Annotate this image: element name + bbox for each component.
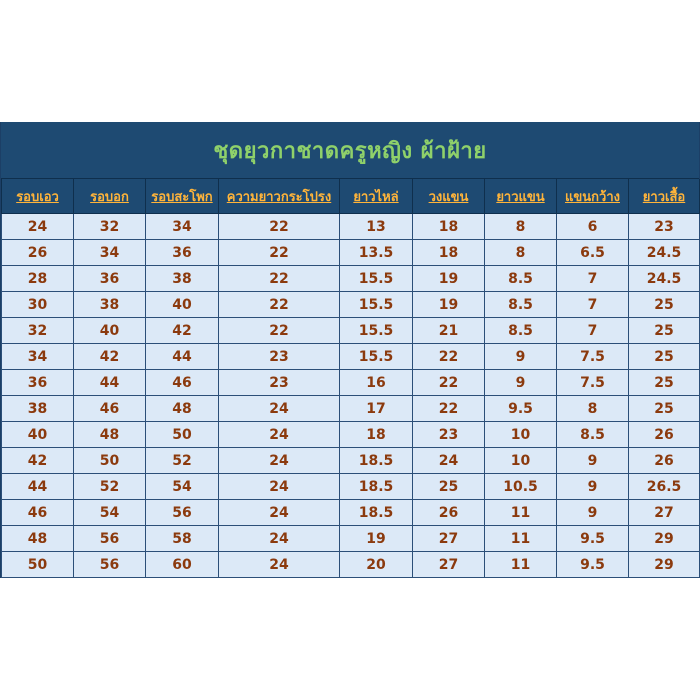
column-header: ยาวแขน	[485, 179, 557, 214]
table-row	[2, 292, 700, 318]
table-cell: 25	[629, 292, 700, 318]
table-cell: 16	[340, 370, 413, 396]
table-cell: 24	[219, 422, 340, 448]
table-cell: 18.5	[340, 500, 413, 526]
table-cell: 15.5	[340, 292, 413, 318]
table-cell: 8.5	[557, 422, 629, 448]
table-cell: 42	[146, 318, 219, 344]
table-cell: 46	[146, 370, 219, 396]
column-header: รอบสะโพก	[146, 179, 219, 214]
table-cell: 8.5	[485, 266, 557, 292]
table-cell: 13.5	[340, 240, 413, 266]
table-cell: 24	[219, 552, 340, 578]
table-row	[2, 448, 700, 474]
table-cell: 29	[629, 526, 700, 552]
table-cell: 24	[413, 448, 485, 474]
size-chart	[0, 122, 700, 578]
table-cell: 23	[219, 370, 340, 396]
table-cell: 28	[2, 266, 74, 292]
table-cell: 34	[74, 240, 146, 266]
table-cell: 6.5	[557, 240, 629, 266]
table-cell: 29	[629, 552, 700, 578]
table-cell: 20	[340, 552, 413, 578]
table-cell: 9	[485, 344, 557, 370]
table-cell: 24.5	[629, 240, 700, 266]
table-cell: 22	[219, 214, 340, 240]
table-cell: 44	[146, 344, 219, 370]
table-cell: 17	[340, 396, 413, 422]
table-cell: 44	[2, 474, 74, 500]
table-cell: 18.5	[340, 448, 413, 474]
table-row	[2, 526, 700, 552]
table-cell: 22	[219, 292, 340, 318]
table-cell: 10	[485, 448, 557, 474]
table-cell: 46	[2, 500, 74, 526]
table-cell: 52	[146, 448, 219, 474]
table-cell: 56	[146, 500, 219, 526]
table-cell: 25	[629, 396, 700, 422]
table-cell: 27	[413, 526, 485, 552]
table-cell: 25	[629, 318, 700, 344]
table-cell: 32	[74, 214, 146, 240]
table-cell: 22	[219, 240, 340, 266]
size-table	[1, 179, 700, 578]
table-cell: 7	[557, 292, 629, 318]
table-cell: 19	[340, 526, 413, 552]
column-header: ความยาวกระโปรง	[219, 179, 340, 214]
table-cell: 22	[413, 370, 485, 396]
table-cell: 50	[74, 448, 146, 474]
table-row	[2, 344, 700, 370]
table-cell: 22	[413, 344, 485, 370]
table-cell: 40	[74, 318, 146, 344]
table-cell: 36	[74, 266, 146, 292]
table-cell: 58	[146, 526, 219, 552]
table-row	[2, 214, 700, 240]
table-cell: 11	[485, 526, 557, 552]
table-cell: 15.5	[340, 344, 413, 370]
table-cell: 38	[74, 292, 146, 318]
table-cell: 24	[219, 474, 340, 500]
table-cell: 9	[557, 448, 629, 474]
table-cell: 22	[413, 396, 485, 422]
table-cell: 48	[2, 526, 74, 552]
chart-title: ชุดยุวกาชาดครูหญิง ผ้าฝ้าย	[213, 138, 487, 164]
column-header: แขนกว้าง	[557, 179, 629, 214]
table-cell: 8.5	[485, 318, 557, 344]
table-cell: 24	[219, 500, 340, 526]
table-cell: 25	[629, 344, 700, 370]
table-cell: 54	[146, 474, 219, 500]
table-row	[2, 240, 700, 266]
table-cell: 15.5	[340, 266, 413, 292]
column-header: ยาวไหล่	[340, 179, 413, 214]
table-cell: 25	[629, 370, 700, 396]
table-cell: 48	[74, 422, 146, 448]
table-cell: 18	[340, 422, 413, 448]
column-header: รอบอก	[74, 179, 146, 214]
table-cell: 26.5	[629, 474, 700, 500]
table-cell: 8	[485, 240, 557, 266]
table-cell: 38	[2, 396, 74, 422]
table-cell: 26	[629, 448, 700, 474]
table-cell: 9	[557, 500, 629, 526]
column-header: ยาวเสื้อ	[629, 179, 700, 214]
table-cell: 23	[629, 214, 700, 240]
table-cell: 8	[557, 396, 629, 422]
table-cell: 18.5	[340, 474, 413, 500]
table-cell: 9	[557, 474, 629, 500]
column-header: วงแขน	[413, 179, 485, 214]
table-cell: 7.5	[557, 344, 629, 370]
table-cell: 7	[557, 266, 629, 292]
table-cell: 7	[557, 318, 629, 344]
table-cell: 27	[629, 500, 700, 526]
table-cell: 34	[146, 214, 219, 240]
table-body	[2, 214, 700, 578]
table-cell: 8.5	[485, 292, 557, 318]
table-cell: 42	[74, 344, 146, 370]
table-cell: 22	[219, 318, 340, 344]
table-cell: 30	[2, 292, 74, 318]
table-cell: 24	[219, 396, 340, 422]
table-cell: 8	[485, 214, 557, 240]
title-bar	[1, 122, 699, 179]
table-cell: 24	[2, 214, 74, 240]
table-cell: 19	[413, 292, 485, 318]
table-cell: 48	[146, 396, 219, 422]
table-cell: 50	[146, 422, 219, 448]
column-header: รอบเอว	[2, 179, 74, 214]
table-cell: 44	[74, 370, 146, 396]
table-cell: 52	[74, 474, 146, 500]
table-cell: 46	[74, 396, 146, 422]
table-row	[2, 422, 700, 448]
table-cell: 27	[413, 552, 485, 578]
table-cell: 18	[413, 214, 485, 240]
table-cell: 50	[2, 552, 74, 578]
table-cell: 9.5	[557, 552, 629, 578]
table-cell: 36	[2, 370, 74, 396]
table-cell: 42	[2, 448, 74, 474]
table-cell: 26	[413, 500, 485, 526]
table-cell: 56	[74, 526, 146, 552]
table-cell: 40	[2, 422, 74, 448]
table-cell: 6	[557, 214, 629, 240]
table-cell: 11	[485, 552, 557, 578]
table-cell: 23	[413, 422, 485, 448]
table-row	[2, 318, 700, 344]
table-cell: 15.5	[340, 318, 413, 344]
table-cell: 7.5	[557, 370, 629, 396]
table-row	[2, 266, 700, 292]
table-cell: 40	[146, 292, 219, 318]
table-cell: 38	[146, 266, 219, 292]
table-cell: 25	[413, 474, 485, 500]
table-row	[2, 370, 700, 396]
table-cell: 36	[146, 240, 219, 266]
table-cell: 56	[74, 552, 146, 578]
table-cell: 21	[413, 318, 485, 344]
table-cell: 11	[485, 500, 557, 526]
table-cell: 23	[219, 344, 340, 370]
table-cell: 9.5	[557, 526, 629, 552]
table-cell: 10.5	[485, 474, 557, 500]
table-cell: 10	[485, 422, 557, 448]
table-cell: 13	[340, 214, 413, 240]
table-cell: 24.5	[629, 266, 700, 292]
table-cell: 18	[413, 240, 485, 266]
table-row	[2, 474, 700, 500]
table-cell: 9.5	[485, 396, 557, 422]
table-cell: 32	[2, 318, 74, 344]
table-cell: 26	[629, 422, 700, 448]
table-cell: 24	[219, 526, 340, 552]
table-cell: 19	[413, 266, 485, 292]
table-cell: 24	[219, 448, 340, 474]
table-cell: 26	[2, 240, 74, 266]
table-cell: 60	[146, 552, 219, 578]
table-cell: 22	[219, 266, 340, 292]
header-row	[2, 179, 700, 214]
table-cell: 9	[485, 370, 557, 396]
table-row	[2, 552, 700, 578]
table-cell: 54	[74, 500, 146, 526]
table-cell: 34	[2, 344, 74, 370]
table-row	[2, 396, 700, 422]
table-row	[2, 500, 700, 526]
